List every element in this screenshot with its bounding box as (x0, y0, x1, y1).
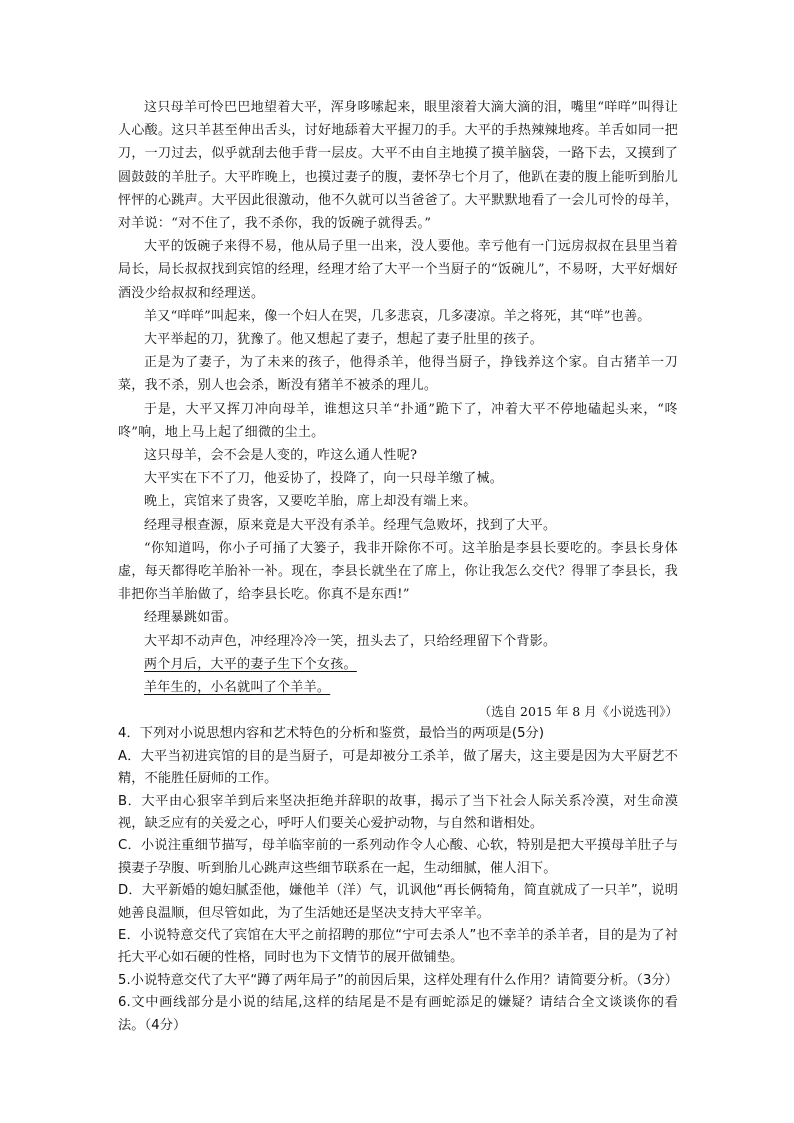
story-paragraph-2: 大平的饭碗子来得不易，他从局子里一出来，没人要他。幸亏他有一门远房叔叔在县里当着局长，局长叔叔找到宾馆的经理，经理才给了大平一个当厨子的“饭碗儿”，不易呀，大平好烟好酒没少给叔叔和经理送。 (118, 239, 678, 301)
story-paragraph-12: 经理暴跳如雷。 (144, 610, 238, 626)
source-citation: （选自 2015 年 8 月《小说选刊》） (478, 704, 678, 720)
story-paragraph-1: 这只母羊可怜巴巴地望着大平，浑身哆嗦起来，眼里滚着大滴大滴的泪，嘴里“咩咩”叫得让人心酸。这只羊甚至伸出舌头，讨好地舔着大平握刀的手。大平的手热辣辣地疼。羊舌如同一把刀，一刀过去，似乎就刮去他手背一层皮。大平不由自主地摸了摸羊脑袋，一路下去，又摸到了圆鼓鼓的羊肚子。大平昨晚上，也摸过妻子的腹，妻怀孕七个月了，他趴在妻的腹上能听到胎儿怦怦的心跳声。大平因此很激动，他不久就可以当爸爸了。大平默默地看了一会儿可怜的母羊，对羊说：“对不住了，我不杀你，我的饭碗子就得丢。” (118, 100, 678, 232)
story-excerpt (118, 96, 678, 723)
question-4-option-c: C．小说注重细节描写，母羊临宰前的一系列动作令人心酸、心软，特别是把大平摸母羊肚子与摸妻子孕腹、听到胎儿心跳声这些细节联系在一起，生动细腻，催人泪下。 (118, 838, 678, 876)
story-paragraph-4: 大平举起的刀，犹豫了。他又想起了妻子，想起了妻子肚里的孩子。 (144, 332, 544, 348)
question-5: 5.小说特意交代了大平“蹲了两年局子”的前因后果，这样处理有什么作用？请简要分析。（3分） (118, 972, 679, 988)
story-paragraph-7: 这只母羊，会不会是人变的，咋这么通人性呢? (144, 448, 418, 464)
document-page (118, 96, 678, 1037)
question-4-option-a: A．大平当初进宾馆的目的是当厨子，可是却被分工杀羊，做了屠夫，这主要是因为大平厨艺不精，不能胜任厨师的工作。 (118, 748, 678, 787)
story-paragraph-9: 晚上，宾馆来了贵客，又要吃羊胎，席上却没有端上来。 (144, 494, 477, 510)
question-section (118, 723, 678, 1037)
story-paragraph-10: 经理寻根查源，原来竟是大平没有杀羊。经理气急败坏，找到了大平。 (144, 517, 557, 533)
question-4-option-d: D．大平新婚的媳妇腻歪他，嫌他羊（洋）气，讥讽他“再长俩犄角，简直就成了一只羊”，说明她善良温顺，但尽管如此，为了生活她还是坚决支持大平宰羊。 (118, 883, 678, 921)
question-4-stem: 4．下列对小说思想内容和艺术特色的分析和鉴赏，最恰当的两项是(5分) (118, 726, 545, 742)
question-4-option-e: E．小说特意交代了宾馆在大平之前招聘的那位“宁可去杀人”也不幸羊的杀羊者，目的是为了衬托大平心如石硬的性格，同时也为下文情节的展开做铺垫。 (118, 927, 678, 966)
story-paragraph-11: “你知道吗，你小子可捅了大篓子，我非开除你不可。这羊胎是李县长要吃的。李县长身体虚，每天都得吃羊胎补一补。现在，李县长就坐在了席上，你让我怎么交代？得罪了李县长，我非把你当羊胎做了，给李县长吃。你真不是东西!” (118, 540, 678, 603)
story-paragraph-13: 大平却不动声色，冲经理冷冷一笑，扭头去了，只给经理留下个背影。 (144, 633, 557, 649)
story-paragraph-6: 于是，大平又挥刀冲向母羊，谁想这只羊“扑通”跪下了，冲着大平不停地磕起头来，“咚咚”响，地上马上起了细微的尘土。 (118, 401, 678, 440)
story-paragraph-8: 大平实在下不了刀，他妥协了，投降了，向一只母羊缴了械。 (144, 471, 504, 487)
story-ending-line-1 (118, 653, 678, 676)
story-ending-line-2 (118, 676, 678, 699)
underlined-ending-text-1: 两个月后，大平的妻子生下个女孩。 (144, 656, 357, 672)
question-4-option-b: B．大平由心狠宰羊到后来坚决拒绝并辞职的故事，揭示了当下社会人际关系冷漠，对生命漠视，缺乏应有的关爱之心，呼吁人们要关心爱护动物，与自然和谐相处。 (118, 793, 678, 831)
story-paragraph-5: 正是为了妻子，为了未来的孩子，他得杀羊，他得当厨子，挣钱养这个家。自古猪羊一刀菜，我不杀，别人也会杀，断没有猪羊不被杀的理儿。 (118, 355, 678, 394)
underlined-ending-text-2: 羊年生的，小名就叫了个羊羊。 (144, 680, 331, 696)
story-paragraph-3: 羊又“咩咩”叫起来，像一个妇人在哭，几多悲哀，几多凄凉。羊之将死，其“咩”也善。 (144, 308, 651, 324)
question-6: 6.文中画线部分是小说的结尾,这样的结尾是不是有画蛇添足的嫌疑？请结合全文谈谈你的看法。（4分） (118, 995, 678, 1033)
